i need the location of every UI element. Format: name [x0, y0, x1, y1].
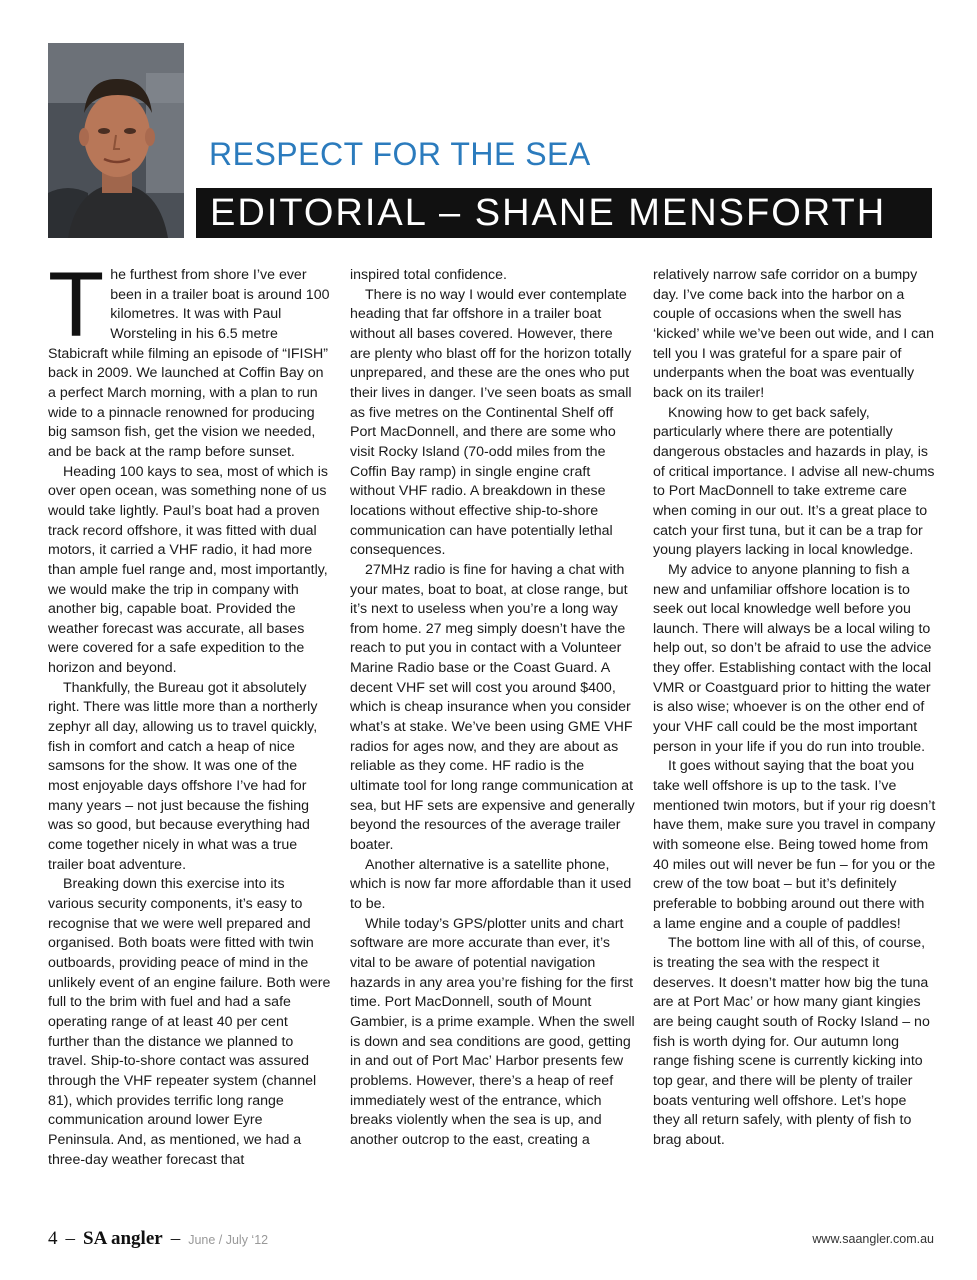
issue-date: June / July ‘12	[188, 1233, 269, 1247]
paragraph: inspired total confidence.	[350, 267, 507, 283]
page-number: 4	[48, 1228, 58, 1249]
article-column-3	[653, 266, 936, 1151]
article-title: EDITORIAL – SHANE MENSFORTH	[210, 192, 887, 234]
footer-separator: –	[65, 1228, 75, 1249]
paragraph: While today’s GPS/plotter units and chart software are more accurate than ever, it’s vital to be aware of potential navigation hazards in any area you’re fishing for the first time. Port MacDonnell, south of Mount Gambier, is a prime example. When the swell is down and sea conditions are good, getting in and out of Port Mac’ Harbor presents few problems. However, there’s a heap of reef immediately west of the entrance, which breaks violently when the sea is up, and another outcrop to the east, creating a	[350, 915, 635, 1148]
paragraph: 27MHz radio is fine for having a chat with your mates, boat to boat, at close range, but it’s next to useless when you’re a long way from home. 27 meg simply doesn’t have the reach to put you in contact with a Volunteer Marine Radio base or the Coast Guard. A decent VHF set will cost you around $400, which is cheap insurance when you consider what’s at stake. We’ve been using GME VHF radios for ages now, and they are about as reliable as they come. HF radio is the ultimate tool for long range communication at sea, but HF sets are expensive and generally beyond the resources of the average trailer boater.	[350, 561, 635, 854]
article-column-1	[48, 254, 331, 1170]
paragraph-text: he furthest from shore I’ve ever been in a trailer boat is around 100 kilometres. It was with Paul Worsteling in his 6.5 metre Stabicraft while filming an episode of “IFISH” back in 2009. We launched at Coffin Bay on a perfect March morning, with a plan to run wide to a pinnacle renowned for producing big samson fish, get the vision we needed, and be back at the ramp before sunset.	[48, 267, 330, 460]
footer-separator: –	[170, 1228, 181, 1249]
article-subtitle: RESPECT FOR THE SEA	[209, 136, 591, 172]
article-column-2	[350, 266, 635, 1151]
portrait-illustration	[48, 43, 184, 238]
paragraph: Heading 100 kays to sea, most of which is over open ocean, was something none of us would take lightly. Paul’s boat had a proven track record offshore, it was fitted with dual motors, it carried a VHF radio, it had more than ample fuel range and, most importantly, we would make the trip in company with another big, capable boat. Provided the weather forecast was accurate, all bases were covered for a safe expedition to the horizon and beyond.	[48, 463, 328, 677]
footer-left	[48, 1228, 268, 1250]
paragraph: Breaking down this exercise into its various security components, it’s easy to recognise that we were well prepared and organised. Both boats were fitted with twin outboards, providing peace of mind in the unlikely event of an engine failure. Both were full to the brim with fuel and had a safe operating range of at least 40 per cent further than the distance we planned to travel. Ship-to-shore contact was assured through the VHF repeater system (channel 81), which provides terrific long range communication around lower Eyre Peninsula. And, as mentioned, we had a three-day weather forecast that	[48, 876, 331, 1168]
drop-cap: T	[48, 254, 105, 356]
page-footer	[48, 1228, 934, 1250]
paragraph: Knowing how to get back safely, particularly where there are potentially dangerous obstacles and hazards in play, is of critical importance. I advise all new-chums to Port MacDonnell to take extreme care when coming in our out. It’s a great place to catch your first tuna, but it can be a trap for young players lacking in local knowledge.	[653, 404, 935, 559]
paragraph: The bottom line with all of this, of course, is treating the sea with the respect it deserves. It doesn’t matter how big the tuna are at Port Mac’ or how many giant kingies are being caught south of Rocky Island – no fish is worth dying for. Our autumn long range fishing scene is currently kicking into top gear, and there will be plenty of trailer boats venturing well offshore. Let’s hope they all return safely, with plenty of fish to brag about.	[653, 935, 930, 1148]
title-bar	[196, 188, 932, 238]
website-url: www.saangler.com.au	[812, 1232, 934, 1246]
paragraph: My advice to anyone planning to fish a new and unfamiliar offshore location is to seek out local knowledge well before you launch. There will always be a local wiling to help out, so don’t be afraid to use the advice they offer. Establishing contact with the local VMR or Coastguard prior to hitting the water is also wise; whoever is on the other end of your VHF call could be the most important person in your life if you do run into trouble.	[653, 561, 932, 755]
paragraph: It goes without saying that the boat you take well offshore is up to the task. I’ve mentioned twin motors, but if your rig doesn’t have them, make sure you travel in company with someone else. Being towed home from 40 miles out will never be fun – for you or the crew of the tow boat – but it’s definitely preferable to bobbing around out there with a lame engine and a couple of paddles!	[653, 758, 936, 932]
paragraph: There is no way I would ever contemplate heading that far offshore in a trailer boat without all bases covered. However, there are plenty who blast off for the horizon totally unprepared, and these are the ones who put their lives in danger. I’ve seen boats as small as five metres on the Continental Shelf off Port MacDonnell, and there are some who visit Rocky Island (70-odd miles from the Coffin Bay ramp) in single engine craft without VHF radio. A breakdown in these locations without effective ship-to-shore communication can have potentially lethal consequences.	[350, 286, 632, 559]
paragraph	[48, 254, 331, 463]
magazine-name: SA angler	[83, 1228, 163, 1249]
paragraph: relatively narrow safe corridor on a bumpy day. I’ve come back into the harbor on a couple of occasions when the swell has ‘kicked’ while we’ve been out wide, and I can tell you I was grateful for a spare pair of underpants when the boat was eventually back on its trailer!	[653, 267, 935, 401]
author-photo	[48, 43, 184, 238]
paragraph: Another alternative is a satellite phone, which is now far more affordable than it used to be.	[350, 856, 632, 912]
paragraph: Thankfully, the Bureau got it absolutely right. There was little more than a northerly zephyr all day, allowing us to travel quickly, fish in comfort and catch a heap of nice samsons for the show. It was one of the most enjoyable days offshore I’ve had for many years – not just because the fishing was so good, but because everything had come together nicely in what was a true trailer boat adventure.	[48, 679, 318, 873]
